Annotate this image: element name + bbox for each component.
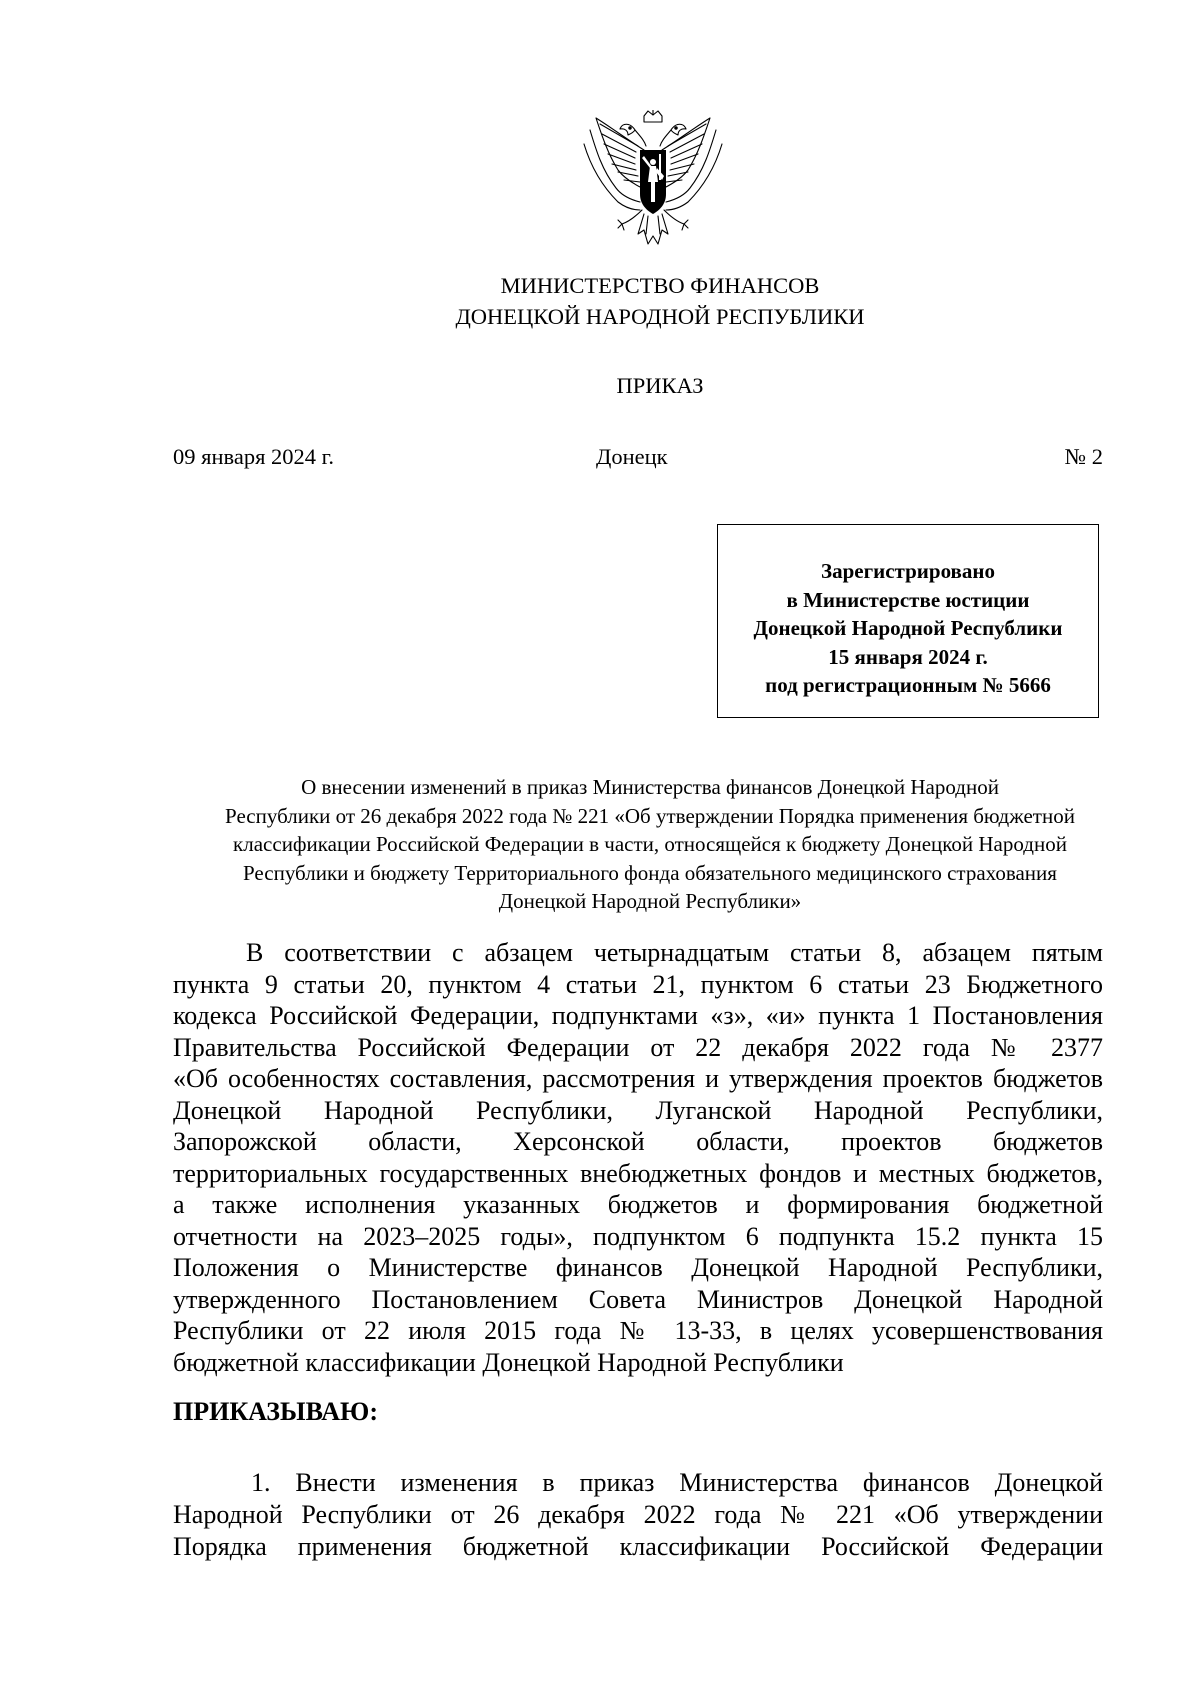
subject-line-4: Республики и бюджету Территориального фонда обязательного медицинского страхования bbox=[243, 860, 1057, 885]
document-type: ПРИКАЗ bbox=[616, 373, 704, 398]
registration-line-2: в Министерстве юстиции bbox=[786, 587, 1030, 612]
item1-line-1: 1. Внести изменения в приказ Министерства финансов Донецкой bbox=[251, 1468, 1103, 1497]
subject-line-1: О внесении изменений в приказ Министерства финансов Донецкой Народной bbox=[301, 775, 999, 799]
preamble-line-14: бюджетной классификации Донецкой Народной Республики bbox=[173, 1347, 844, 1377]
ministry-name bbox=[300, 270, 1020, 332]
registration-line-4: 15 января 2024 г. bbox=[828, 644, 988, 669]
ministry-name-line-2: ДОНЕЦКОЙ НАРОДНОЙ РЕСПУБЛИКИ bbox=[455, 304, 865, 329]
preamble-line-7: Запорожской области, Херсонской области, проектов бюджетов bbox=[173, 1127, 1103, 1156]
subject-line-5: Донецкой Народной Республики» bbox=[498, 889, 802, 914]
preamble-line-3: кодекса Российской Федерации, подпунктами «з», «и» пункта 1 Постановления bbox=[173, 1001, 1103, 1030]
document-meta-line bbox=[173, 441, 1103, 473]
document-number: № 2 bbox=[1064, 444, 1103, 469]
preamble-line-2: пункта 9 статьи 20, пунктом 4 статьи 21, пунктом 6 статьи 23 Бюджетного bbox=[173, 969, 1103, 999]
order-item-1 bbox=[173, 1467, 1103, 1563]
preamble-line-1: В соответствии с абзацем четырнадцатым статьи 8, абзацем пятым bbox=[246, 938, 1103, 967]
preamble-line-9: а также исполнения указанных бюджетов и формирования бюджетной bbox=[173, 1190, 1103, 1219]
registration-line-1: Зарегистрировано bbox=[821, 559, 995, 583]
preamble-line-12: утвержденного Постановлением Совета Министров Донецкой Народной bbox=[173, 1284, 1103, 1314]
registration-stamp-box bbox=[717, 524, 1099, 718]
subject-line-3: классификации Российской Федерации в части, относящейся к бюджету Донецкой Народной bbox=[233, 832, 1067, 857]
item1-line-3: Порядка применения бюджетной классификации Российской Федерации bbox=[173, 1532, 1103, 1561]
preamble-line-11: Положения о Министерстве финансов Донецкой Народной Республики, bbox=[173, 1253, 1103, 1282]
preamble-line-10: отчетности на 2023–2025 годы», подпунктом 6 подпункта 15.2 пункта 15 bbox=[173, 1221, 1103, 1251]
preamble-line-13: Республики от 22 июля 2015 года № 13-33, в целях усовершенствования bbox=[173, 1316, 1103, 1345]
preamble-paragraph bbox=[173, 937, 1103, 1378]
preamble-line-8: территориальных государственных внебюджетных фондов и местных бюджетов, bbox=[173, 1158, 1103, 1188]
preamble-line-6: Донецкой Народной Республики, Луганской Народной Республики, bbox=[173, 1095, 1103, 1125]
order-heading: ПРИКАЗЫВАЮ: bbox=[173, 1397, 378, 1426]
registration-line-3: Донецкой Народной Республики bbox=[753, 616, 1063, 640]
subject-line-2: Республики от 26 декабря 2022 года № 221 «Об утверждении Порядка применения бюджетной bbox=[225, 803, 1075, 828]
preamble-line-5: «Об особенностях составления, рассмотрения и утверждения проектов бюджетов bbox=[173, 1064, 1103, 1093]
document-date: 09 января 2024 г. bbox=[173, 444, 334, 469]
item1-line-2: Народной Республики от 26 декабря 2022 года № 221 «Об утверждении bbox=[173, 1500, 1103, 1529]
coat-of-arms-emblem bbox=[578, 110, 728, 253]
document-subject bbox=[160, 773, 1140, 916]
preamble-line-4: Правительства Российской Федерации от 22 декабря 2022 года № 2377 bbox=[173, 1032, 1103, 1062]
document-city: Донецк bbox=[596, 444, 668, 469]
ministry-name-line-1: МИНИСТЕРСТВО ФИНАНСОВ bbox=[500, 273, 820, 298]
registration-line-5: под регистрационным № 5666 bbox=[765, 673, 1051, 697]
